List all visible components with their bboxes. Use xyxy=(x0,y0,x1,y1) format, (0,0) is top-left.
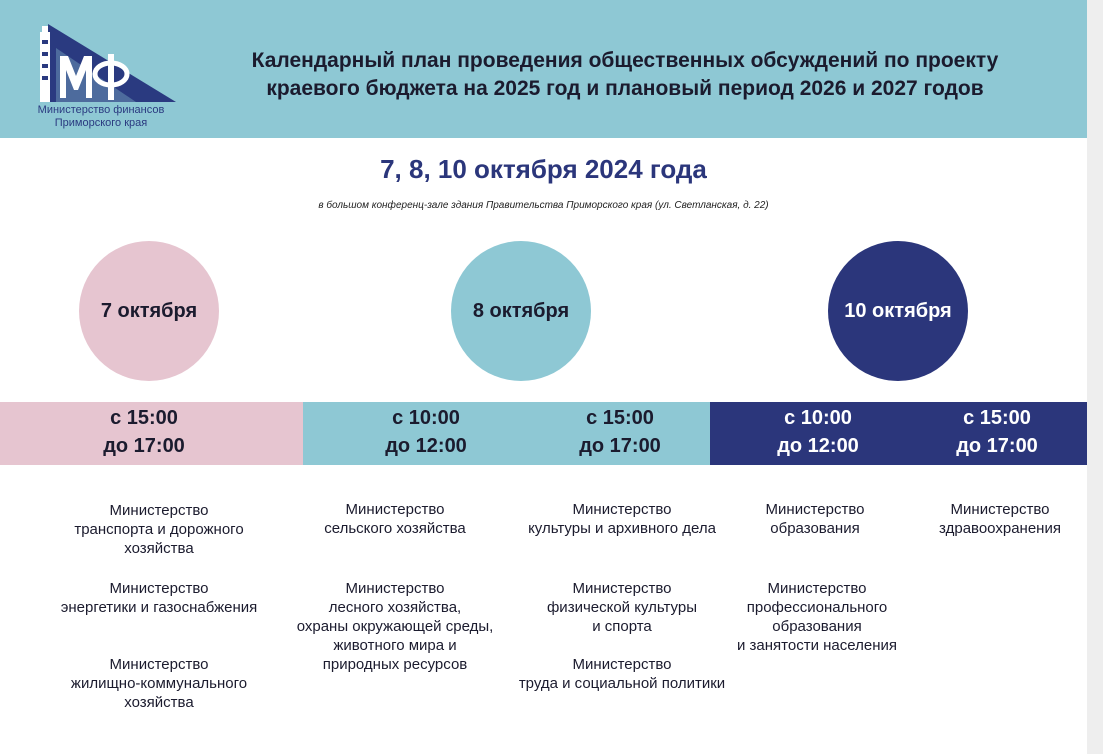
ministry-line: физической культуры xyxy=(546,599,698,616)
ministry-line: здравоохранения xyxy=(939,520,1061,537)
ministry-line: культуры и архивного дела xyxy=(528,520,716,537)
ministry-line: Министерство xyxy=(950,501,1050,518)
ministry-line: Министерство xyxy=(572,501,672,518)
ministry-item xyxy=(39,579,279,617)
logo-caption-line2: Приморского края xyxy=(54,117,148,129)
ministry-line: Министерство xyxy=(109,502,209,519)
ministry-line: охраны окружающей среды, xyxy=(296,618,494,635)
ministry-line: Министерство xyxy=(572,656,672,673)
ministry-line: хозяйства xyxy=(124,540,194,557)
ministry-line: животного мира и xyxy=(333,637,457,654)
event-venue: в большом конференц-зале здания Правительства Приморского края (ул. Светланская, д. 22) xyxy=(318,200,769,211)
day-circle-oct-7: 7 октября xyxy=(79,241,219,381)
logo-caption xyxy=(26,104,176,130)
event-dates: 7, 8, 10 октября 2024 года xyxy=(380,154,707,184)
day-circle-oct-10: 10 октября xyxy=(828,241,968,381)
ministry-line: Министерство xyxy=(765,501,865,518)
session-time-to: до 17:00 xyxy=(579,435,661,457)
ministry-line: и занятости населения xyxy=(737,637,897,654)
session-time-1 xyxy=(44,404,244,460)
session-time-3 xyxy=(520,404,720,460)
header-banner xyxy=(0,0,1087,138)
ministry-line: лесного хозяйства, xyxy=(328,599,462,616)
ministry-line: Министерство xyxy=(767,580,867,597)
session-time-from: с 15:00 xyxy=(963,407,1031,429)
session-time-from: с 15:00 xyxy=(110,407,178,429)
ministry-line: Министерство xyxy=(109,580,209,597)
title-line2: краевого бюджета на 2025 год и плановый период 2026 и 2027 годов xyxy=(266,77,984,100)
ministry-line: жилищно-коммунального xyxy=(70,675,248,692)
ministry-line: труда и социальной политики xyxy=(518,675,726,692)
session-time-to: до 12:00 xyxy=(385,435,467,457)
session-time-from: с 15:00 xyxy=(586,407,654,429)
ministry-item xyxy=(697,579,937,655)
ministry-item xyxy=(275,500,515,538)
ministry-item xyxy=(502,655,742,693)
ministry-line: профессионального xyxy=(746,599,888,616)
mf-emblem-icon xyxy=(26,18,176,108)
ministry-line: Министерство xyxy=(345,580,445,597)
ministry-line: Министерство xyxy=(345,501,445,518)
ministry-line: природных ресурсов xyxy=(322,656,468,673)
ministry-line: образования xyxy=(772,618,862,635)
session-time-to: до 17:00 xyxy=(103,435,185,457)
session-time-2 xyxy=(326,404,526,460)
page-edge xyxy=(1087,0,1103,754)
ministry-item xyxy=(275,579,515,674)
session-time-from: с 10:00 xyxy=(784,407,852,429)
ministry-line: Министерство xyxy=(572,580,672,597)
session-time-4 xyxy=(718,404,918,460)
title-line1: Календарный план проведения общественных обсуждений по проекту xyxy=(251,49,999,72)
session-time-to: до 12:00 xyxy=(777,435,859,457)
ministry-line: образования xyxy=(770,520,860,537)
ministry-item xyxy=(880,500,1103,538)
session-time-from: с 10:00 xyxy=(392,407,460,429)
session-time-to: до 17:00 xyxy=(956,435,1038,457)
ministry-line: Министерство xyxy=(109,656,209,673)
session-time-5 xyxy=(897,404,1097,460)
day-circle-oct-8: 8 октября xyxy=(451,241,591,381)
ministry-line: энергетики и газоснабжения xyxy=(60,599,258,616)
ministry-line: и спорта xyxy=(592,618,652,635)
ministry-line: сельского хозяйства xyxy=(324,520,466,537)
logo-caption-line1: Министерство финансов xyxy=(37,104,165,116)
ministry-item xyxy=(39,655,279,712)
page-title xyxy=(200,47,1050,103)
ministry-item xyxy=(39,501,279,558)
ministry-line: хозяйства xyxy=(124,694,194,711)
ministry-logo xyxy=(26,18,196,130)
ministry-line: транспорта и дорожного xyxy=(74,521,244,538)
